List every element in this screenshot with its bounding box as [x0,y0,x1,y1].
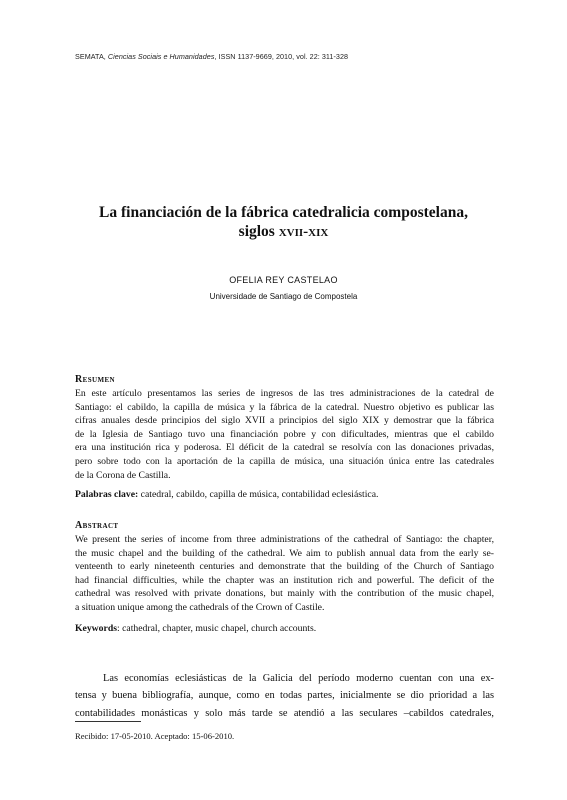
resumen-body [75,387,494,482]
abstract-line: We present the series of income from three administrations of the cathedral of Santiago: the chapter, [75,534,494,545]
resumen-line: pero sobre todo con la aportación de la capilla de música, una situación única entre las catedrales [75,455,494,467]
abstract-body [75,533,494,615]
abstract-line: venteenth to early nineteenth centuries and demonstrate that the building of the Church of Santiago [75,561,494,573]
footnote-dates: Recibido: 17-05-2010. Aceptado: 15-06-2010. [75,731,235,741]
intro-line: Las economías eclesiásticas de la Galicia del período moderno cuentan con una ex- [103,673,494,684]
resumen-line: En este artículo presentamos las series de ingresos de las tres administraciones de la catedral de [75,388,494,399]
keywords-label: Keywords [75,623,117,634]
intro-line: contabilidades monásticas y solo más tarde se atendió a las seculares –cabildos catedrales, [75,707,494,719]
abstract-line: the music chapel and the building of the cathedral. We aim to publish annual data from the early se- [75,547,494,559]
resumen-heading: Resumen [75,374,115,385]
title-prefix: siglos [238,223,279,240]
intro-line: tensa y buena bibliografía, aunque, como en todas partes, inicialmente se dio prioridad a las [75,690,494,702]
journal-name: Ciencias Sociais e Humanidades [107,52,215,61]
intro-paragraph [75,670,494,722]
resumen-line: de la Corona de Castilla. [75,469,171,481]
author-name: OFELIA REY CASTELAO [229,275,338,285]
palabras-clave-values: catedral, cabildo, capilla de música, contabilidad eclesiástica. [138,489,379,500]
running-header [75,52,495,61]
abstract-heading: Abstract [75,520,119,531]
title-centuries: xvii-xix [278,224,329,240]
journal-prefix: SEMATA, [75,52,108,61]
footnote-rule [75,721,141,722]
title-line-2 [60,222,507,242]
resumen-line: de la Iglesia de Santiago tuvo una financiación pobre y con dificultades, mientras que el cabildo [75,428,494,440]
resumen-line: Santiago: el cabildo, la capilla de música y la fábrica de la catedral. Nuestro objetivo es publicar las [75,401,494,413]
abstract-line: had financial difficulties, while the chapter was an institution rich and powerful. The deficit of the [75,574,494,586]
keywords-values: : cathedral, chapter, music chapel, church accounts. [116,623,317,634]
article-title [60,203,507,242]
author-affiliation: Universidade de Santiago de Compostela [209,292,358,301]
abstract-line: a situation unique among the cathedrals of the Crown of Castile. [75,601,325,613]
abstract-line: cathedral was resolved with private donations, but mainly with the contribution of the music chapel, [75,588,494,600]
palabras-clave-label: Palabras clave: [75,489,139,500]
palabras-clave [75,489,495,500]
title-line-1: La financiación de la fábrica catedralicia compostelana, [99,204,468,221]
resumen-line: cifras anuales desde principios del siglo XVII a principios del siglo XIX y demostrar que la fábrica [75,415,494,427]
keywords [75,623,495,634]
journal-issn-volume: , ISSN 1137-9669, 2010, vol. 22: 311-328 [214,52,349,61]
resumen-line: era una institución rica y poderosa. El déficit de la catedral se resolvía con las donaciones privadas, [75,442,494,454]
